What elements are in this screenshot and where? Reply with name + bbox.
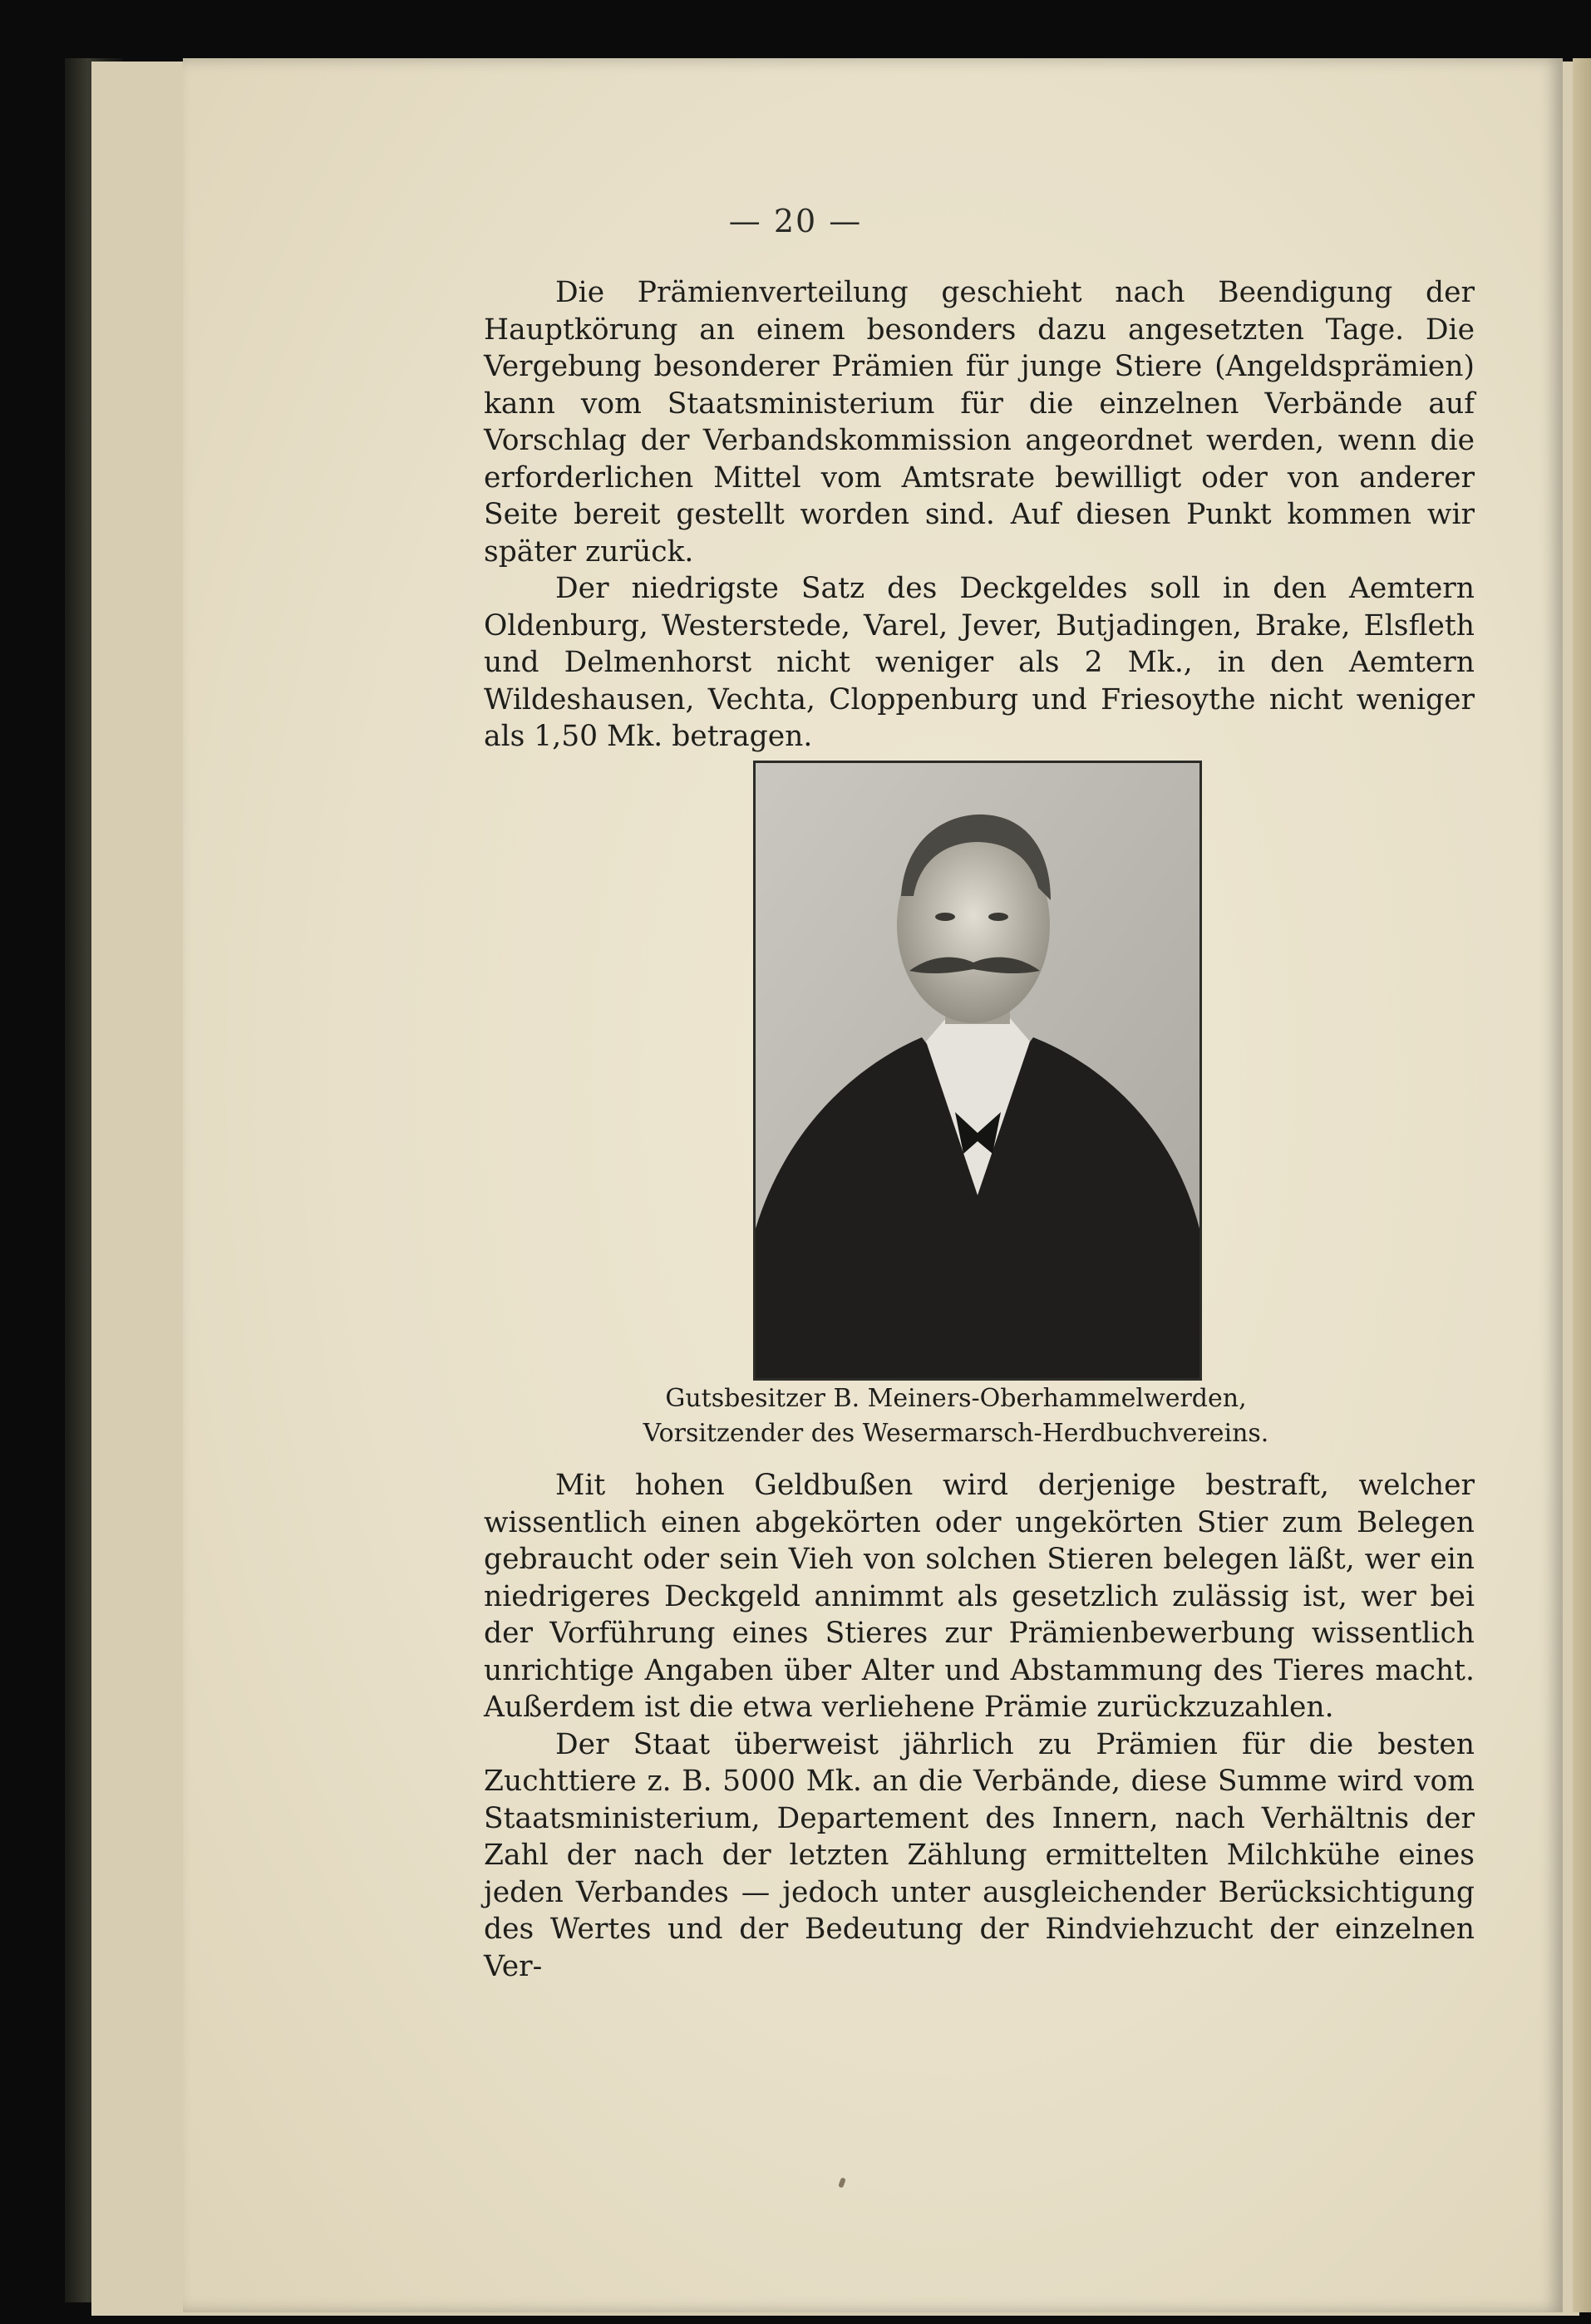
portrait-photo xyxy=(753,761,1202,1381)
figure-caption-line-2: Vorsitzender des Wesermarsch-Herdbuchvereins. xyxy=(643,1419,1269,1448)
paragraph-praemienverteilung: Die Prämienverteilung geschieht nach Beendigung der Hauptkörung an einem besonders dazu angesetzten Tage. Die Vergebung besonderer Prämien für junge Stiere (Angeldsprämien) kann vom Staatsministerium für die einzelnen Verbände auf Vorschlag der Verbandskommission angeordnet werden, wenn die erforderlichen Mittel vom Amtsrate bewilligt oder von anderer Seite bereit gestellt worden sind. Auf diesen Punkt kommen wir später zurück. xyxy=(484,276,1475,569)
figure-caption-line-1: Gutsbesitzer B. Meiners-Oberhammelwerden, xyxy=(665,1384,1247,1413)
page-edge xyxy=(1573,58,1591,2312)
paragraph-staatspraemien: Der Staat überweist jährlich zu Prämien für die besten Zuchttiere z. B. 5000 Mk. an die Verbände, diese Summe wird vom Staatsministerium, Departement des Innern, nach Verhältnis der Zahl der nach der letzten Zählung ermittelten Milchkühe eines jeden Verbandes — jedoch unter ausgleichender Berücksichtigung des Wertes und der Bedeutung der Rindviehzucht der einzelnen Ver- xyxy=(484,1727,1475,1983)
page-number: — 20 — xyxy=(728,203,863,239)
paragraph-geldbussen: Mit hohen Geldbußen wird derjenige bestraft, welcher wissentlich einen abgekörten oder ungekörten Stier zum Belegen gebraucht oder sein Vieh von solchen Stieren belegen läßt, wer ein niedrigeres Deckgeld annimmt als gesetzlich zulässig ist, wer bei der Vorführung eines Stieres zur Prämienbewerbung wissentlich unrichtige Angaben über Alter und Abstammung des Tieres macht. Außerdem ist die etwa verliehene Prämie zurückzuzahlen. xyxy=(484,1469,1475,1724)
text-block-top xyxy=(484,274,1475,756)
paragraph-deckgeld: Der niedrigste Satz des Deckgeldes soll in den Aemtern Oldenburg, Westerstede, Varel, Jever, Butjadingen, Brake, Elsfleth und Delmenhorst nicht weniger als 2 Mk., in den Aemtern Wildeshausen, Vechta, Cloppenburg und Friesoythe nicht weniger als 1,50 Mk. betragen. xyxy=(484,572,1475,753)
text-block-bottom xyxy=(484,1467,1475,1985)
portrait-image xyxy=(756,763,1199,1378)
